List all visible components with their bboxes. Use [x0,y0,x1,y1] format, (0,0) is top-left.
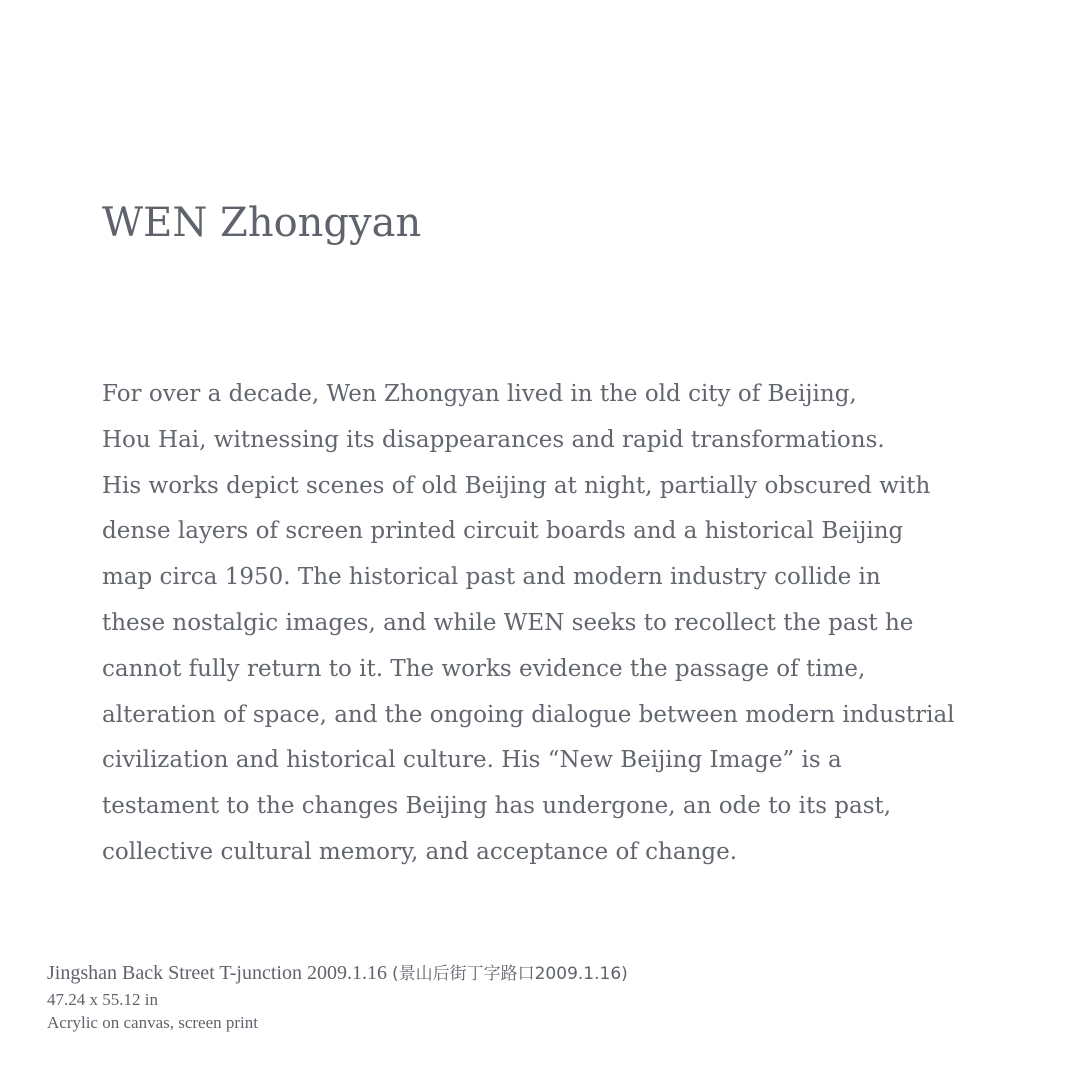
statement-line: Hou Hai, witnessing its disappearances and rapid transformations. [102,426,885,453]
statement-line: His works depict scenes of old Beijing at night, partially obscured with [102,472,931,499]
artwork-dimensions: 47.24 x 55.12 in [47,990,158,1009]
artwork-title-chinese: (景山后街丁字路口2009.1.16) [391,964,628,984]
statement-line: cannot fully return to it. The works evidence the passage of time, [102,655,866,682]
artwork-title-line [47,960,628,988]
statement-line: alteration of space, and the ongoing dialogue between modern industrial [102,701,955,728]
artwork-title: Jingshan Back Street T-junction 2009.1.16 [47,962,387,984]
artist-name: WEN Zhongyan [102,200,422,246]
statement-line: For over a decade, Wen Zhongyan lived in the old city of Beijing, [102,381,857,407]
artwork-medium: Acrylic on canvas, screen print [47,1013,258,1032]
statement-line: civilization and historical culture. His “New Beijing Image” is a [102,747,842,774]
statement-line: collective cultural memory, and acceptance of change. [102,838,738,865]
artwork-caption [47,960,628,1034]
statement-line: testament to the changes Beijing has undergone, an ode to its past, [102,793,892,820]
artist-statement [102,372,1042,876]
statement-line: dense layers of screen printed circuit boards and a historical Beijing [102,518,904,545]
statement-line: these nostalgic images, and while WEN seeks to recollect the past he [102,609,914,636]
statement-line: map circa 1950. The historical past and modern industry collide in [102,564,881,591]
